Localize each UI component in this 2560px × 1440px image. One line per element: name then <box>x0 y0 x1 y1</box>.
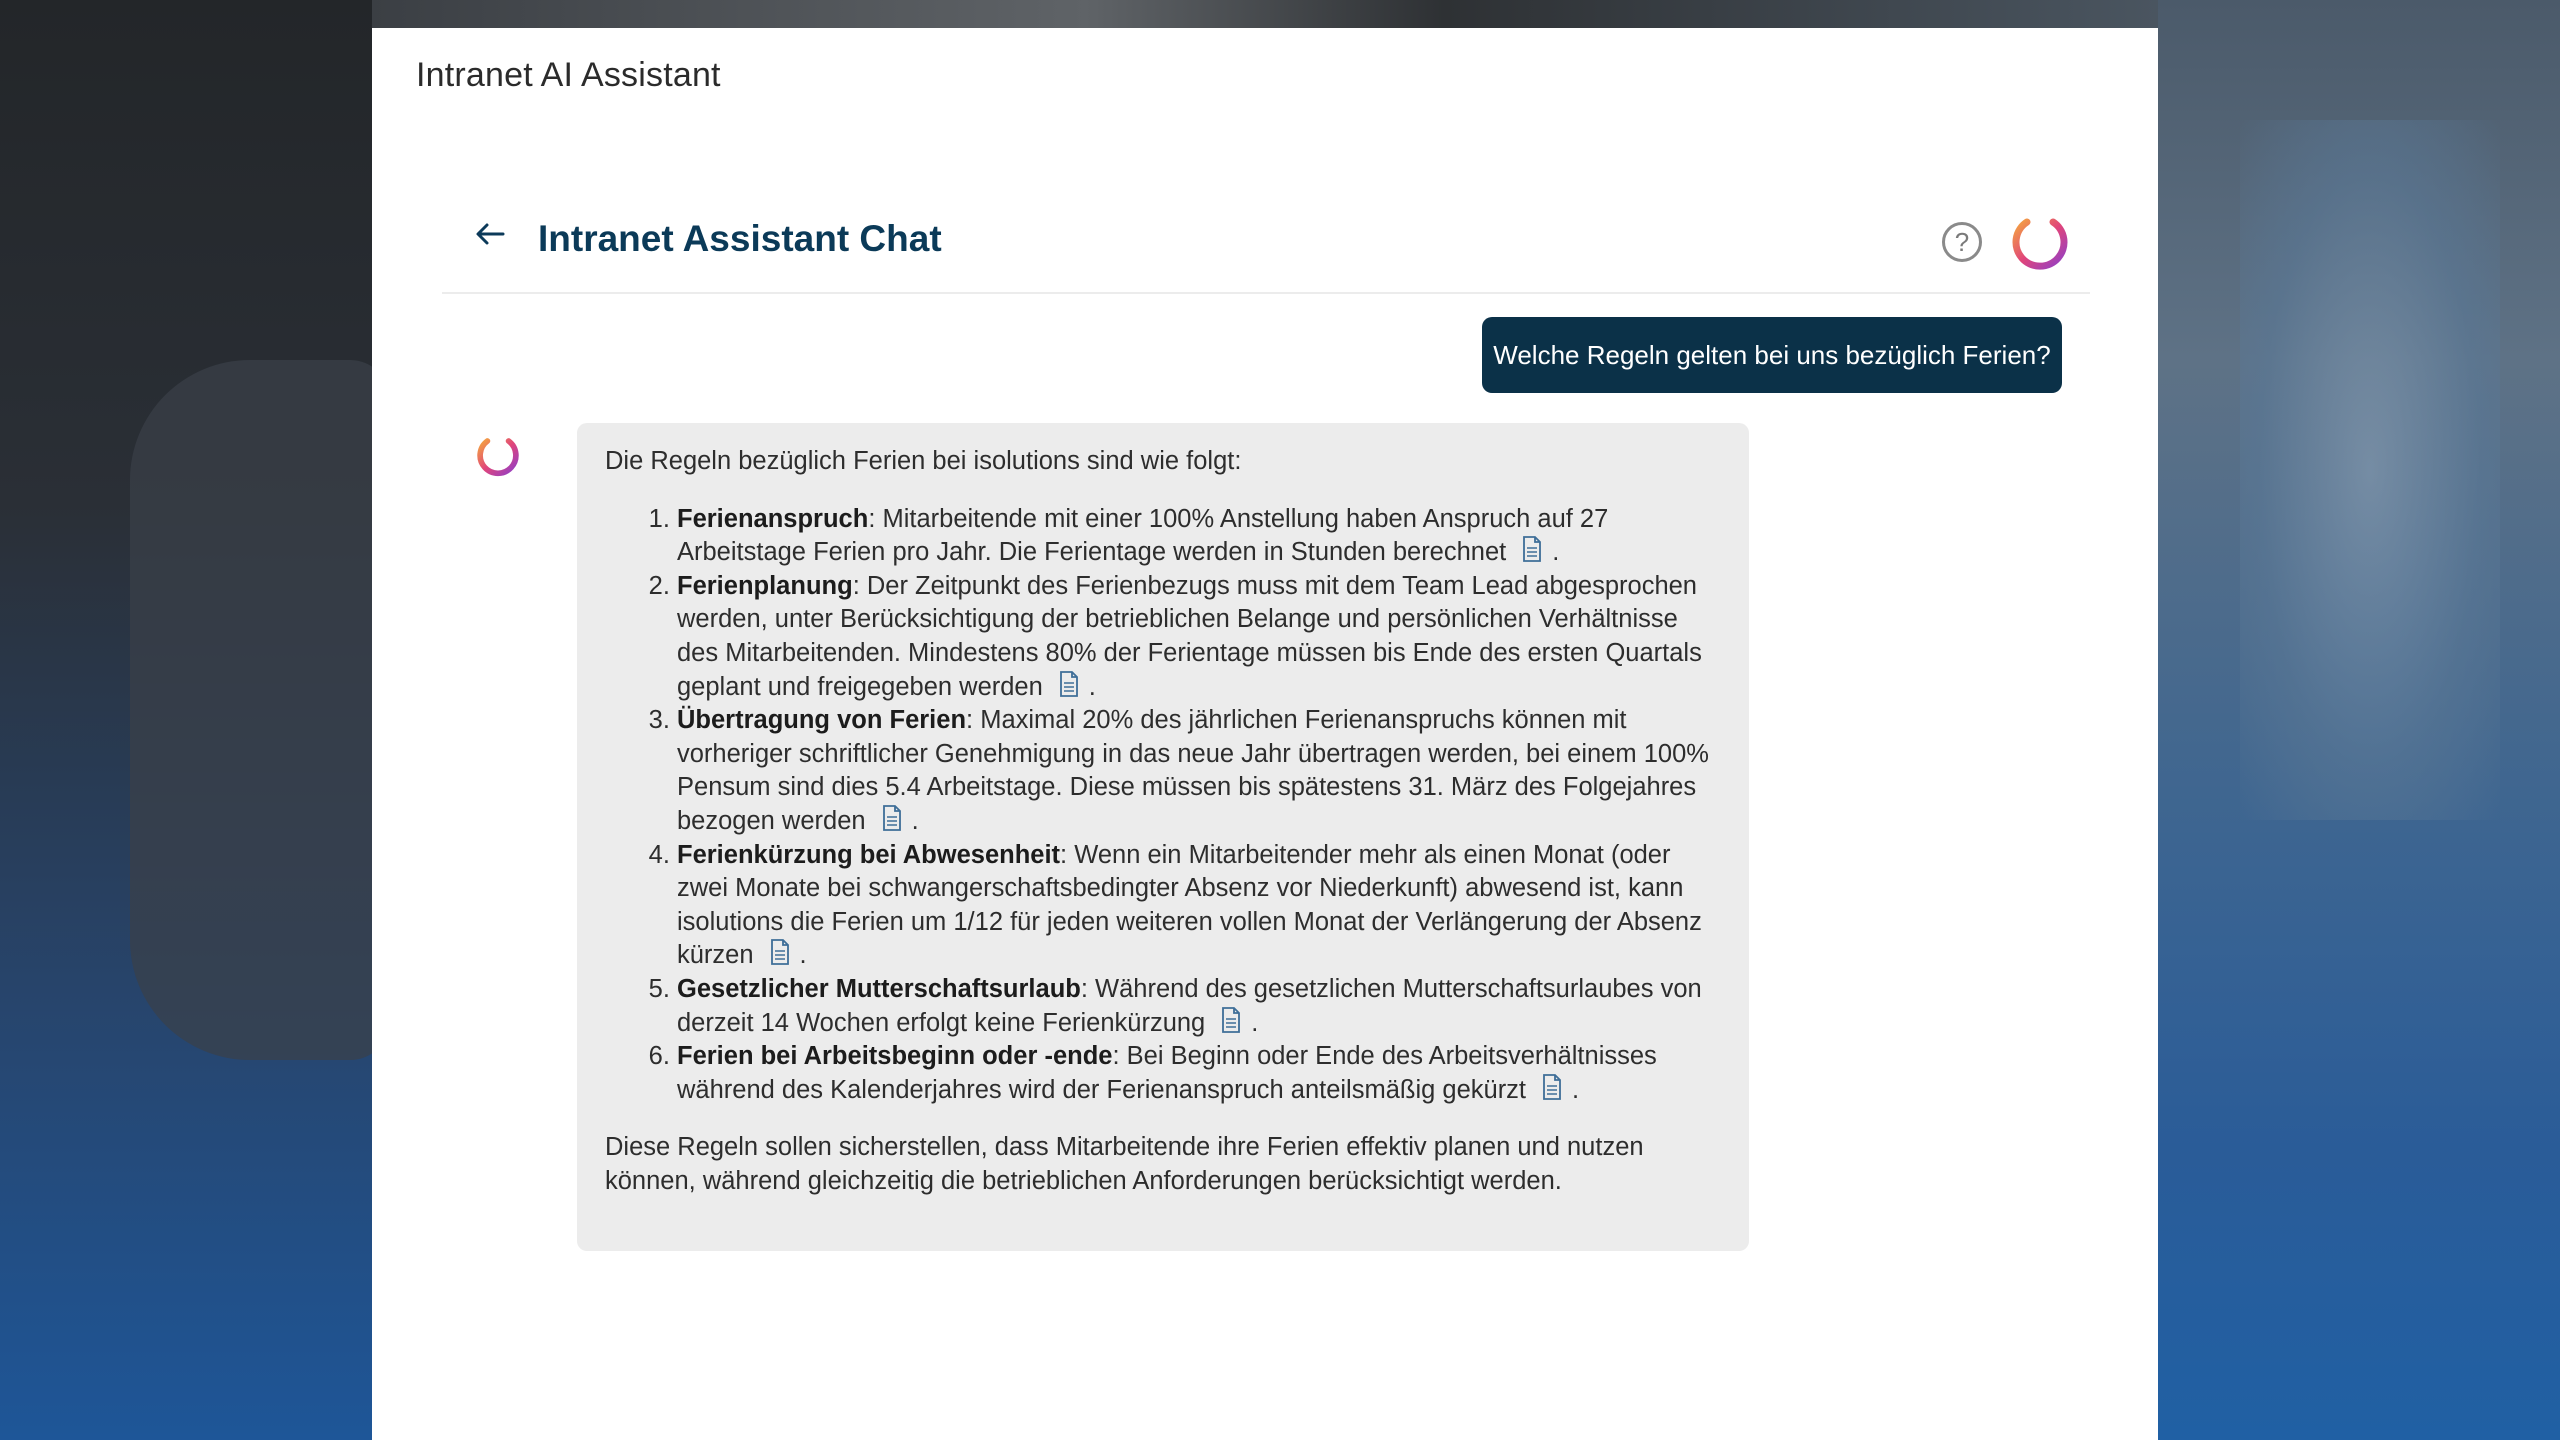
document-icon[interactable] <box>1221 1007 1241 1033</box>
list-item <box>677 1040 1721 1107</box>
assistant-intro: Die Regeln bezüglich Ferien bei isolutions sind wie folgt: <box>605 447 1242 475</box>
list-item <box>677 704 1721 838</box>
rule-end: . <box>799 941 807 970</box>
assistant-avatar-icon <box>472 428 524 480</box>
rule-title: Ferienplanung <box>677 571 853 600</box>
rule-end: . <box>1088 672 1096 701</box>
document-icon[interactable] <box>770 939 790 965</box>
rule-end: . <box>1552 538 1560 567</box>
chat-header <box>442 168 2090 294</box>
chat-title: Intranet Assistant Chat <box>538 218 942 259</box>
rules-list <box>605 503 1721 1108</box>
document-icon[interactable] <box>1522 536 1542 562</box>
list-item <box>677 839 1721 973</box>
rule-title: Gesetzlicher Mutterschaftsurlaub <box>677 974 1081 1003</box>
assistant-outro: Diese Regeln sollen sicherstellen, dass Mitarbeitende ihre Ferien effektiv planen und nutzen können, während gleichzeitig die betrieblichen Anforderungen berücksichtigt werden. <box>605 1133 1644 1195</box>
rule-end: . <box>1572 1075 1580 1104</box>
list-item <box>677 570 1721 704</box>
rule-text: : Mitarbeitende mit einer 100% Anstellung haben Anspruch auf 27 Arbeitstage Ferien pro Jahr. Die Ferientage werden in Stunden berechnet <box>677 504 1609 567</box>
assistant-window <box>372 28 2158 1440</box>
rule-end: . <box>1251 1008 1259 1037</box>
rule-end: . <box>911 806 919 835</box>
app-title: Intranet AI Assistant <box>416 56 721 94</box>
back-button[interactable] <box>470 218 510 250</box>
question-circle-icon[interactable]: ? <box>1942 222 1982 262</box>
list-item <box>677 503 1721 570</box>
rule-text: : Während des gesetzlichen Mutterschaftsurlaubes von derzeit 14 Wochen erfolgt keine Ferienkürzung <box>677 974 1702 1037</box>
power-logo-icon[interactable] <box>2008 208 2072 272</box>
rule-text: : Wenn ein Mitarbeitender mehr als einen Monat (oder zwei Monate bei schwangerschaftsbedingter Absenz vor Niederkunft) abwesend ist, kann isolutions die Ferien um 1/12 für jeden weiteren vollen Monat der Verlängerung der Absenz kürzen <box>677 840 1702 970</box>
background-shape <box>130 360 390 1060</box>
assistant-message <box>577 423 1749 1251</box>
document-icon[interactable] <box>1059 671 1079 697</box>
document-icon[interactable] <box>1542 1074 1562 1100</box>
list-item <box>677 973 1721 1040</box>
rule-text: : Der Zeitpunkt des Ferienbezugs muss mit dem Team Lead abgesprochen werden, unter Berücksichtigung der betrieblichen Belange und persönlichen Verhältnisse des Mitarbeitenden. Mindestens 80% der Ferientage müssen bis Ende des ersten Quartals geplant und freigegeben werden <box>677 571 1702 701</box>
rule-text: : Maximal 20% des jährlichen Ferienanspruchs können mit vorheriger schriftlicher Genehmigung in das neue Jahr übertragen werden, bei einem 100% Pensum sind dies 5.4 Arbeitstage. Diese müssen bis spätestens 31. März des Folgejahres bezogen werden <box>677 706 1709 835</box>
background-top-strip <box>372 0 2158 28</box>
user-message: Welche Regeln gelten bei uns bezüglich Ferien? <box>1482 317 2062 393</box>
background-shape <box>2240 120 2500 820</box>
arrow-left-icon <box>475 222 505 246</box>
rule-title: Übertragung von Ferien <box>677 706 967 735</box>
document-icon[interactable] <box>882 805 902 831</box>
rule-title: Ferienanspruch <box>677 504 869 533</box>
rule-text: : Bei Beginn oder Ende des Arbeitsverhältnisses während des Kalenderjahres wird der Ferienanspruch anteilsmäßig gekürzt <box>677 1042 1657 1104</box>
rule-title: Ferienkürzung bei Abwesenheit <box>677 840 1061 869</box>
rule-title: Ferien bei Arbeitsbeginn oder -ende <box>677 1042 1113 1071</box>
